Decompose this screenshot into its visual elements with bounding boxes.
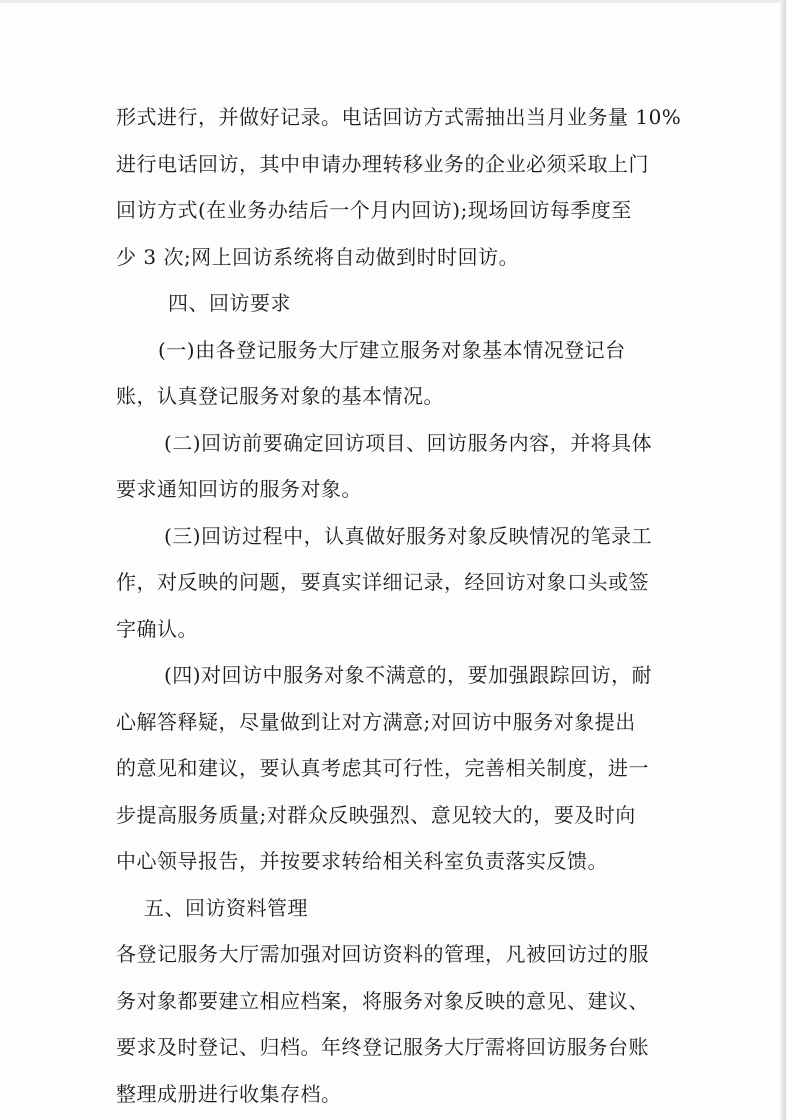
text-line: 要求及时登记、归档。年终登记服务大厅需将回访服务台账 — [116, 1035, 649, 1059]
text-line: 心解答释疑，尽量做到让对方满意;对回访中服务对象提出 — [116, 709, 636, 734]
text-line: (一)由各登记服务大厅建立服务对象基本情况登记台 — [158, 337, 626, 362]
text-line: 少 3 次;网上回访系统将自动做到时时回访。 — [116, 244, 520, 269]
paragraph-archive — [116, 931, 686, 1117]
scan-top-edge — [0, 0, 786, 3]
scan-right-edge — [780, 0, 786, 1120]
text-line: 字确认。 — [116, 616, 198, 641]
paragraph-item-3 — [116, 513, 686, 653]
document-body — [116, 94, 686, 1117]
text-line: 作，对反映的问题，要真实详细记录，经回访对象口头或签 — [116, 570, 649, 594]
paragraph-visit-methods — [116, 94, 686, 280]
paragraph-item-2 — [116, 420, 686, 513]
text-line: 务对象都要建立相应档案，将服务对象反映的意见、建议、 — [116, 988, 649, 1013]
paragraph-item-4 — [116, 652, 686, 885]
heading-text: 五、回访资料管理 — [144, 895, 308, 920]
section-heading-5 — [116, 885, 686, 932]
text-line: 账，认真登记服务对象的基本情况。 — [116, 384, 444, 408]
text-line: (四)对回访中服务对象不满意的，要加强跟踪回访，耐 — [164, 663, 653, 687]
text-line: 中心领导报告，并按要求转给相关科室负责落实反馈。 — [116, 849, 608, 873]
heading-text: 四、回访要求 — [168, 291, 291, 315]
text-line: 的意见和建议，要认真考虑其可行性，完善相关制度，进一 — [116, 756, 649, 780]
paragraph-item-1 — [116, 327, 686, 420]
text-line: 回访方式(在业务办结后一个月内回访);现场回访每季度至 — [116, 198, 632, 222]
text-line: 形式进行，并做好记录。电话回访方式需抽出当月业务量 10% — [116, 105, 682, 129]
text-line: 进行电话回访，其中申请办理转移业务的企业必须采取上门 — [116, 151, 649, 176]
text-line: 各登记服务大厅需加强对回访资料的管理，凡被回访过的服 — [116, 942, 649, 966]
text-line: 步提高服务质量;对群众反映强烈、意见较大的，要及时向 — [116, 802, 636, 827]
text-line: (二)回访前要确定回访项目、回访服务内容，并将具体 — [164, 430, 653, 455]
text-line: 整理成册进行收集存档。 — [116, 1081, 342, 1106]
section-heading-4 — [116, 280, 686, 327]
text-line: 要求通知回访的服务对象。 — [116, 477, 362, 501]
text-line: (三)回访过程中，认真做好服务对象反映情况的笔录工 — [164, 523, 653, 548]
